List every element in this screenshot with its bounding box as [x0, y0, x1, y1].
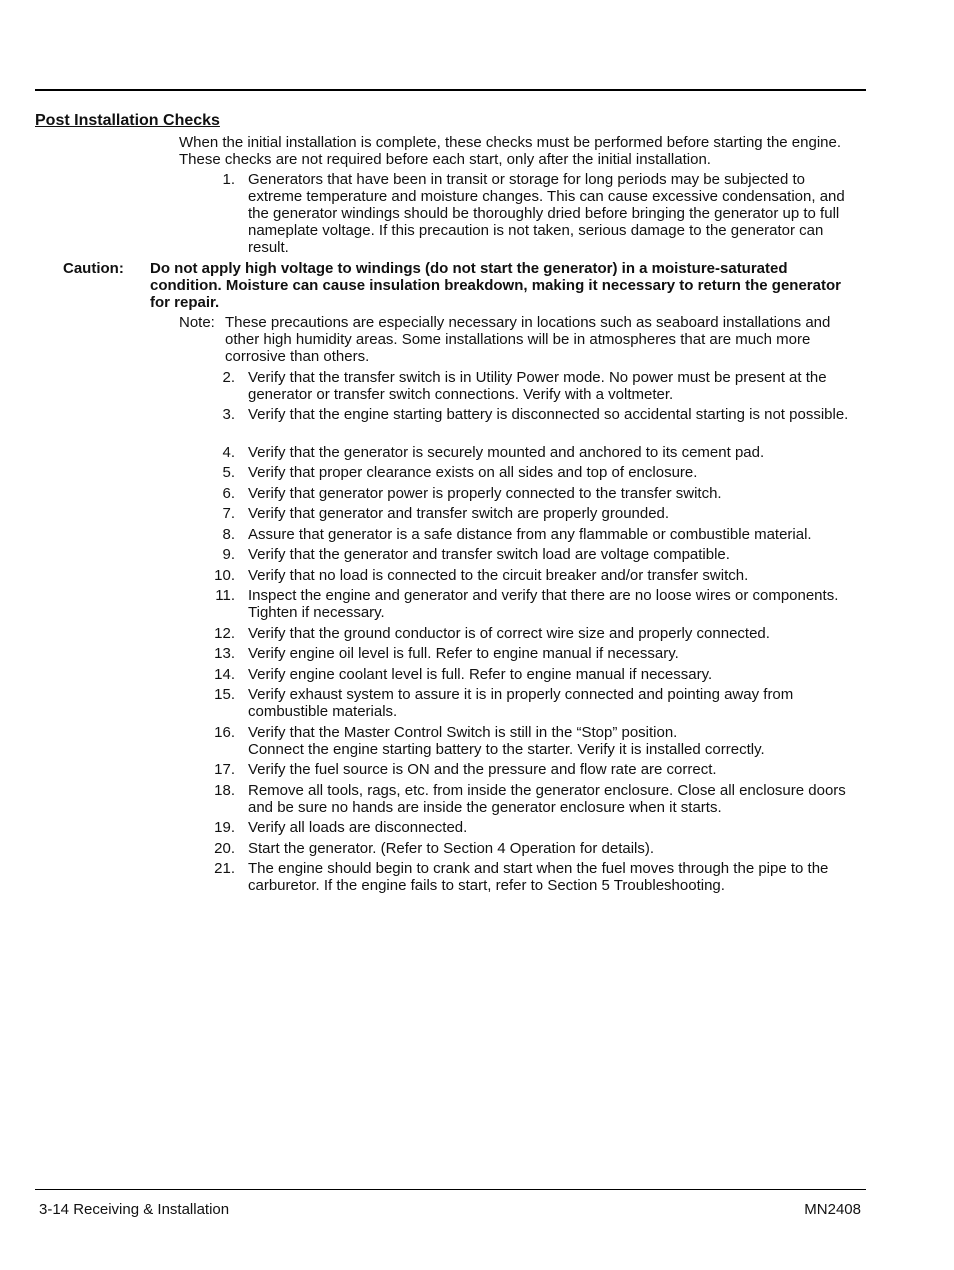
- intro-paragraph: When the initial installation is complete, these checks must be performed before starting the engine. These checks are not required before each start, only after the initial installation.: [179, 134, 842, 168]
- item-number: 5.: [222, 464, 235, 481]
- item-text: Verify that no load is connected to the circuit breaker and/or transfer switch.: [248, 567, 749, 584]
- item-text: Verify that the transfer switch is in Utility Power mode. No power must be present at the generator or transfer switch connections. Verify with a voltmeter.: [248, 369, 827, 403]
- footer-section-label: 3-14 Receiving & Installation: [39, 1201, 230, 1218]
- item-text: Start the generator. (Refer to Section 4 Operation for details).: [248, 840, 655, 857]
- item-number: 20.: [214, 840, 235, 857]
- note-label: Note:: [179, 314, 215, 331]
- item-text: [248, 724, 858, 758]
- item-number: 6.: [222, 485, 235, 502]
- item-number: 16.: [214, 724, 235, 741]
- item-text: Verify that generator power is properly connected to the transfer switch.: [248, 485, 722, 502]
- item-number: 2.: [222, 369, 235, 386]
- item-text: Verify engine oil level is full. Refer to engine manual if necessary.: [248, 645, 679, 662]
- section-title: Post Installation Checks: [35, 112, 220, 129]
- item-text: Inspect the engine and generator and verify that there are no loose wires or components. Tighten if necessary.: [248, 587, 839, 621]
- footer-rule: [35, 1189, 866, 1190]
- item-number: 8.: [222, 526, 235, 543]
- item-text: Verify exhaust system to assure it is in properly connected and pointing away from combustible materials.: [248, 686, 794, 720]
- item-number: 3.: [222, 406, 235, 423]
- item-text: The engine should begin to crank and start when the fuel moves through the pipe to the carburetor. If the engine fails to start, refer to Section 5 Troubleshooting.: [248, 860, 829, 894]
- item-number: 4.: [222, 444, 235, 461]
- item-text: Verify all loads are disconnected.: [248, 819, 468, 836]
- item-text: Verify the fuel source is ON and the pressure and flow rate are correct.: [248, 761, 717, 778]
- item-number: 19.: [214, 819, 235, 836]
- item-text: Remove all tools, rags, etc. from inside the generator enclosure. Close all enclosure doors and be sure no hands are inside the generator enclosure when it starts.: [248, 782, 846, 816]
- item-number: 9.: [222, 546, 235, 563]
- item-number: 7.: [222, 505, 235, 522]
- item-number: 13.: [214, 645, 235, 662]
- item-text-line: Connect the engine starting battery to the starter. Verify it is installed correctly.: [248, 741, 765, 758]
- item-text: Assure that generator is a safe distance from any flammable or combustible material.: [248, 526, 812, 543]
- footer-doc-number: MN2408: [804, 1201, 861, 1218]
- item-number: 21.: [214, 860, 235, 877]
- item-number: 1.: [222, 171, 235, 188]
- item-text: Verify that the ground conductor is of correct wire size and properly connected.: [248, 625, 770, 642]
- item-text: Verify that the engine starting battery is disconnected so accidental starting is not possible.: [248, 406, 849, 423]
- item-number: 10.: [214, 567, 235, 584]
- item-number: 17.: [214, 761, 235, 778]
- item-number: 15.: [214, 686, 235, 703]
- item-number: 18.: [214, 782, 235, 799]
- item-text: Verify that proper clearance exists on all sides and top of enclosure.: [248, 464, 698, 481]
- item-number: 12.: [214, 625, 235, 642]
- item-number: 14.: [214, 666, 235, 683]
- header-rule: [35, 89, 866, 91]
- item-text: Verify that generator and transfer switch are properly grounded.: [248, 505, 670, 522]
- item-number: 11.: [215, 587, 235, 604]
- note-text: These precautions are especially necessary in locations such as seaboard installations and other high humidity areas. Some installations will be in atmospheres that are much more corrosive than others.: [225, 314, 831, 365]
- caution-label: Caution:: [63, 260, 124, 277]
- item-text: Verify that the generator and transfer switch load are voltage compatible.: [248, 546, 730, 563]
- item-text: Verify that the generator is securely mounted and anchored to its cement pad.: [248, 444, 765, 461]
- caution-text: Do not apply high voltage to windings (do not start the generator) in a moisture-saturated condition. Moisture can cause insulation breakdown, making it necessary to return the generator for repair.: [150, 260, 841, 311]
- item-text: Generators that have been in transit or storage for long periods may be subjected to extreme temperature and moisture changes. This can cause excessive condensation, and the generator windings should be thoroughly dried before bringing the generator up to full nameplate voltage. If this precaution is not taken, serious damage to the generator can result.: [248, 171, 845, 256]
- item-text: Verify engine coolant level is full. Refer to engine manual if necessary.: [248, 666, 713, 683]
- item-text-line: Verify that the Master Control Switch is still in the “Stop” position.: [248, 724, 678, 741]
